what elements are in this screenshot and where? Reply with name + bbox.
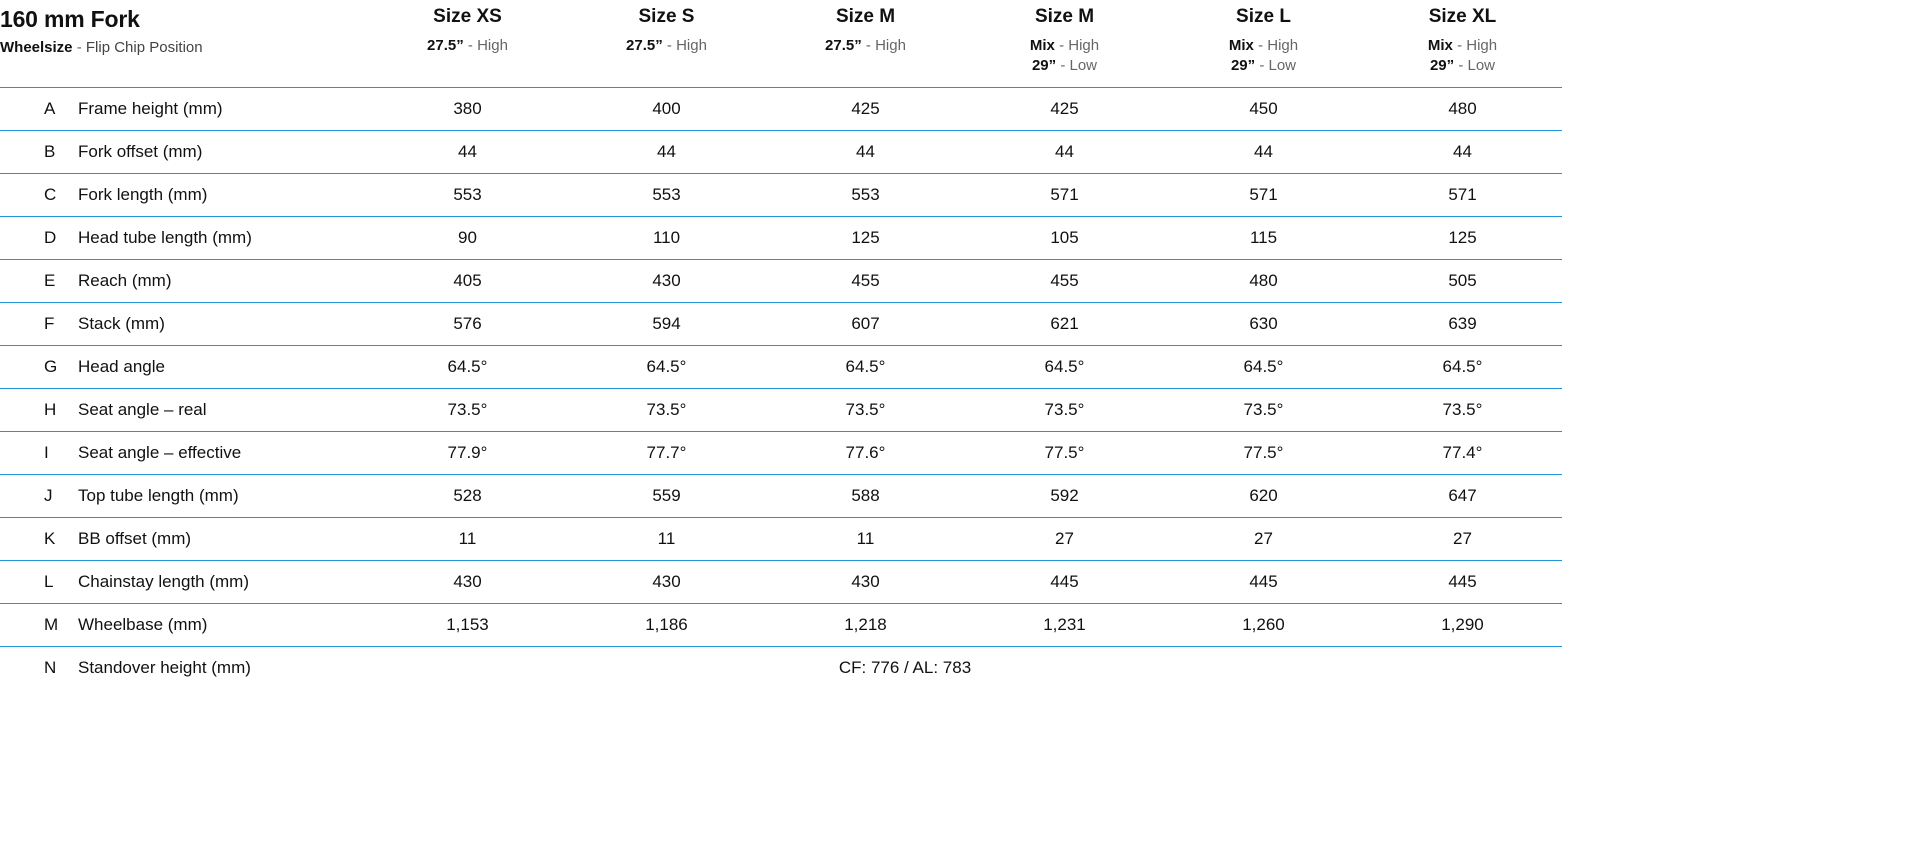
table-row (0, 345, 1562, 388)
row-value: 73.5° (646, 399, 687, 419)
row-letter: N (44, 657, 57, 677)
row-letter: H (44, 399, 57, 419)
row-value: 576 (453, 313, 482, 333)
spec-dash: - (1454, 57, 1468, 75)
spec-position: High (477, 37, 508, 54)
row-letter: K (44, 528, 56, 548)
spec-position: High (875, 37, 906, 54)
size-label: Size S (638, 6, 695, 27)
row-value: 77.4° (1442, 442, 1483, 462)
column-header-size-l (1164, 0, 1363, 87)
table-row (0, 603, 1562, 646)
row-value: 553 (652, 184, 681, 204)
row-label: Wheelbase (mm) (78, 614, 208, 634)
row-value: 430 (652, 270, 681, 290)
row-value: 430 (851, 571, 880, 591)
spec-position: High (1466, 37, 1498, 54)
row-value: 505 (1448, 270, 1477, 290)
row-value: 44 (856, 141, 875, 161)
size-spec-line (567, 36, 766, 56)
row-value: 445 (1050, 571, 1079, 591)
spec-dash: - (1054, 37, 1069, 54)
spec-position: Low (1069, 57, 1098, 75)
row-value: 528 (453, 485, 482, 505)
header-subtitle-rest: Flip Chip Position (85, 39, 203, 56)
row-label: Fork length (mm) (78, 184, 208, 204)
row-value: 400 (652, 98, 681, 118)
row-value: 44 (657, 141, 676, 161)
spec-wheel: 27.5” (825, 37, 862, 54)
row-letter: J (44, 485, 53, 505)
row-value: 480 (1249, 270, 1278, 290)
table-row (0, 259, 1562, 302)
row-value: 77.5° (1044, 442, 1085, 462)
row-letter: I (44, 442, 49, 462)
row-label: Fork offset (mm) (78, 141, 203, 161)
row-value: 630 (1249, 313, 1278, 333)
table-row (0, 302, 1562, 345)
row-letter: E (44, 270, 56, 290)
row-label: Head tube length (mm) (78, 227, 252, 247)
row-value: 620 (1249, 485, 1278, 505)
row-letter: C (44, 184, 57, 204)
row-value: 64.5° (845, 356, 886, 376)
spec-position: High (1068, 37, 1100, 54)
spec-dash: - (1255, 57, 1269, 75)
row-value: 607 (851, 313, 880, 333)
row-value: 1,186 (645, 614, 688, 634)
row-value: 11 (657, 528, 676, 548)
table-row (0, 431, 1562, 474)
spec-wheel: 29” (1031, 57, 1057, 75)
row-value: 425 (1050, 98, 1079, 118)
size-spec-line (766, 36, 965, 56)
spec-dash: - (861, 37, 876, 54)
row-label: Top tube length (mm) (78, 485, 239, 505)
row-value: 73.5° (1044, 399, 1085, 419)
spec-dash: - (463, 37, 478, 54)
row-value: 125 (1448, 227, 1477, 247)
row-label: Seat angle – effective (78, 442, 242, 462)
row-letter: M (44, 614, 59, 634)
row-letter: G (44, 356, 58, 376)
table-row (0, 388, 1562, 431)
row-label: Chainstay length (mm) (78, 571, 250, 591)
row-value: 592 (1050, 485, 1079, 505)
row-value: 64.5° (447, 356, 488, 376)
row-label: BB offset (mm) (78, 528, 192, 548)
size-spec-line (368, 36, 567, 56)
row-value: 115 (1249, 227, 1278, 247)
table-row (0, 517, 1562, 560)
row-value: 445 (1249, 571, 1278, 591)
spec-wheel: Mix (1228, 37, 1254, 54)
row-value: 647 (1448, 485, 1477, 505)
spec-wheel: Mix (1029, 37, 1055, 54)
row-value: 90 (458, 227, 477, 247)
row-value: 125 (851, 227, 880, 247)
row-value: 64.5° (1442, 356, 1483, 376)
standover-value-cell (368, 646, 1562, 689)
row-value: 455 (1050, 270, 1079, 290)
size-label: Size XS (433, 6, 502, 27)
row-letter: B (44, 141, 56, 161)
row-value: 77.6° (845, 442, 886, 462)
row-label: Head angle (78, 356, 165, 376)
size-label: Size XL (1428, 6, 1497, 27)
size-label: Size M (1034, 6, 1095, 27)
row-value: 430 (652, 571, 681, 591)
row-value: 73.5° (1243, 399, 1284, 419)
row-value: 77.9° (447, 442, 488, 462)
table-row (0, 130, 1562, 173)
spec-wheel: 29” (1429, 57, 1455, 75)
table-row (0, 87, 1562, 130)
row-letter: F (44, 313, 55, 333)
table-row-standover (0, 646, 1562, 689)
spec-dash: - (1253, 37, 1268, 54)
row-value: 110 (652, 227, 681, 247)
row-value: 64.5° (1243, 356, 1284, 376)
spec-position: Low (1268, 57, 1297, 75)
row-value: 445 (1448, 571, 1477, 591)
row-value: 450 (1249, 98, 1278, 118)
row-value: 594 (652, 313, 681, 333)
row-value: 27 (1055, 528, 1074, 548)
row-value: 430 (453, 571, 482, 591)
row-value: 64.5° (1044, 356, 1085, 376)
row-value: 588 (851, 485, 880, 505)
row-value: 455 (851, 270, 880, 290)
header-subtitle-dash: - (72, 39, 86, 56)
table-row (0, 560, 1562, 603)
row-value: 44 (458, 141, 477, 161)
spec-position: High (676, 37, 707, 54)
row-value: 64.5° (646, 356, 687, 376)
header-row (0, 0, 1562, 87)
row-value: 77.5° (1243, 442, 1284, 462)
row-value: 1,290 (1441, 614, 1484, 634)
column-header-size-xl (1363, 0, 1562, 87)
spec-position: High (1267, 37, 1299, 54)
row-letter: D (44, 227, 57, 247)
row-value: 480 (1448, 98, 1477, 118)
spec-dash: - (662, 37, 677, 54)
size-spec-line (1363, 36, 1562, 56)
row-value: 571 (1050, 184, 1079, 204)
spec-position: Low (1467, 57, 1496, 75)
header-subtitle-bold: Wheelsize (0, 39, 73, 56)
spec-dash: - (1452, 37, 1467, 54)
row-value: 639 (1448, 313, 1477, 333)
row-letter: L (44, 571, 54, 591)
row-value: 1,218 (844, 614, 887, 634)
row-value: 571 (1249, 184, 1278, 204)
table-row (0, 173, 1562, 216)
table-header (0, 0, 1562, 87)
row-value: 1,231 (1043, 614, 1086, 634)
row-label: Stack (mm) (78, 313, 165, 333)
size-spec-line-2 (965, 56, 1164, 76)
table-row (0, 474, 1562, 517)
column-header-size-m-mix (965, 0, 1164, 87)
row-value: 77.7° (646, 442, 687, 462)
spec-wheel: 27.5” (427, 37, 464, 54)
row-value: 621 (1050, 313, 1079, 333)
row-label: Frame height (mm) (78, 98, 223, 118)
row-value: 73.5° (1442, 399, 1483, 419)
row-value: 553 (453, 184, 482, 204)
header-subtitle (0, 39, 368, 56)
row-value: 1,153 (446, 614, 489, 634)
row-value: 425 (851, 98, 880, 118)
row-value: 105 (1050, 227, 1079, 247)
size-spec-line-2 (1363, 56, 1562, 76)
row-value: 559 (652, 485, 681, 505)
row-value: 73.5° (845, 399, 886, 419)
table-body (0, 87, 1562, 689)
size-label: Size M (835, 6, 896, 27)
column-header-size-m-275 (766, 0, 965, 87)
page-title: 160 mm Fork (0, 6, 140, 32)
row-value: 44 (1055, 141, 1074, 161)
row-value: 27 (1453, 528, 1472, 548)
size-spec-line (1164, 36, 1363, 56)
row-value: 11 (458, 528, 477, 548)
header-title-cell (0, 0, 368, 87)
table-row (0, 216, 1562, 259)
spec-wheel: Mix (1427, 37, 1453, 54)
row-value: 73.5° (447, 399, 488, 419)
row-label: Seat angle – real (78, 399, 207, 419)
row-value: 11 (856, 528, 875, 548)
spec-dash: - (1056, 57, 1070, 75)
size-spec-line-2 (1164, 56, 1363, 76)
row-value: 553 (851, 184, 880, 204)
size-spec-line (965, 36, 1164, 56)
row-value: 44 (1453, 141, 1472, 161)
row-value: 405 (453, 270, 482, 290)
row-value: 1,260 (1242, 614, 1285, 634)
row-value: 44 (1254, 141, 1273, 161)
row-label: Reach (mm) (78, 270, 172, 290)
column-header-size-s (567, 0, 766, 87)
row-value: 380 (453, 98, 482, 118)
column-header-size-xs (368, 0, 567, 87)
size-label: Size L (1236, 6, 1291, 27)
row-label: Standover height (mm) (78, 657, 251, 677)
spec-wheel: 29” (1230, 57, 1256, 75)
standover-value: CF: 776 / AL: 783 (838, 657, 972, 677)
row-value: 27 (1254, 528, 1273, 548)
row-value: 571 (1448, 184, 1477, 204)
spec-wheel: 27.5” (626, 37, 663, 54)
row-letter: A (44, 98, 56, 118)
